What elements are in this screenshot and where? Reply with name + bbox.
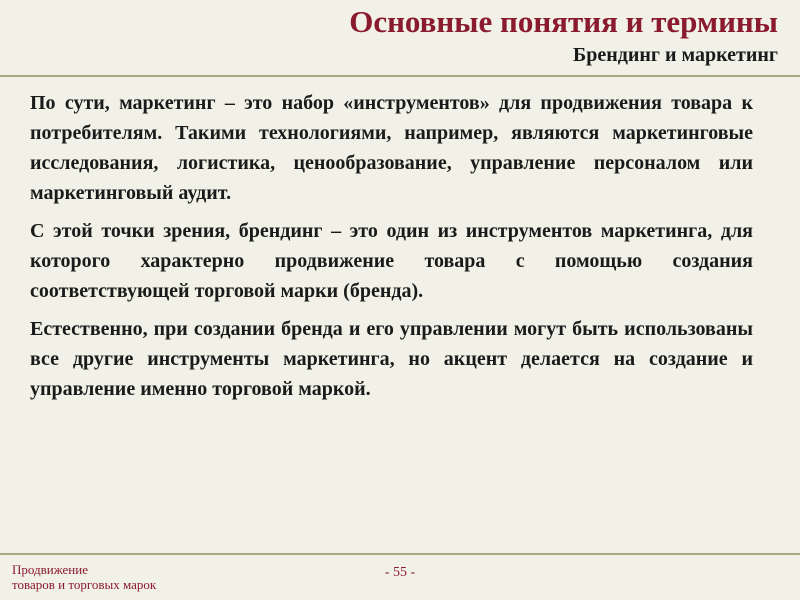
body-paragraph: По сути, маркетинг – это набор «инструментов» для продвижения товара к потребителям. Такими технологиями, например, являются маркетинговые исследования, логистика, ценообразование, управление персоналом или маркетинговый аудит. [30,92,753,204]
slide-subtitle: Брендинг и маркетинг [573,44,778,66]
header-divider [0,75,800,77]
slide-body [30,88,753,412]
footer-course-line: Продвижение [12,562,88,577]
footer-course-line: товаров и торговых марок [12,577,157,592]
body-paragraph: С этой точки зрения, брендинг – это один из инструментов маркетинга, для которого характерно продвижение товара с помощью создания соответствующей торговой марки (бренда). [30,220,753,302]
page-number: - 55 - [384,565,416,580]
footer-divider [0,553,800,555]
body-paragraph: Естественно, при создании бренда и его управлении могут быть использованы все другие инструменты маркетинга, но акцент делается на создание и управление именно торговой маркой. [30,318,753,400]
slide-title: Основные понятия и термины [349,4,778,39]
